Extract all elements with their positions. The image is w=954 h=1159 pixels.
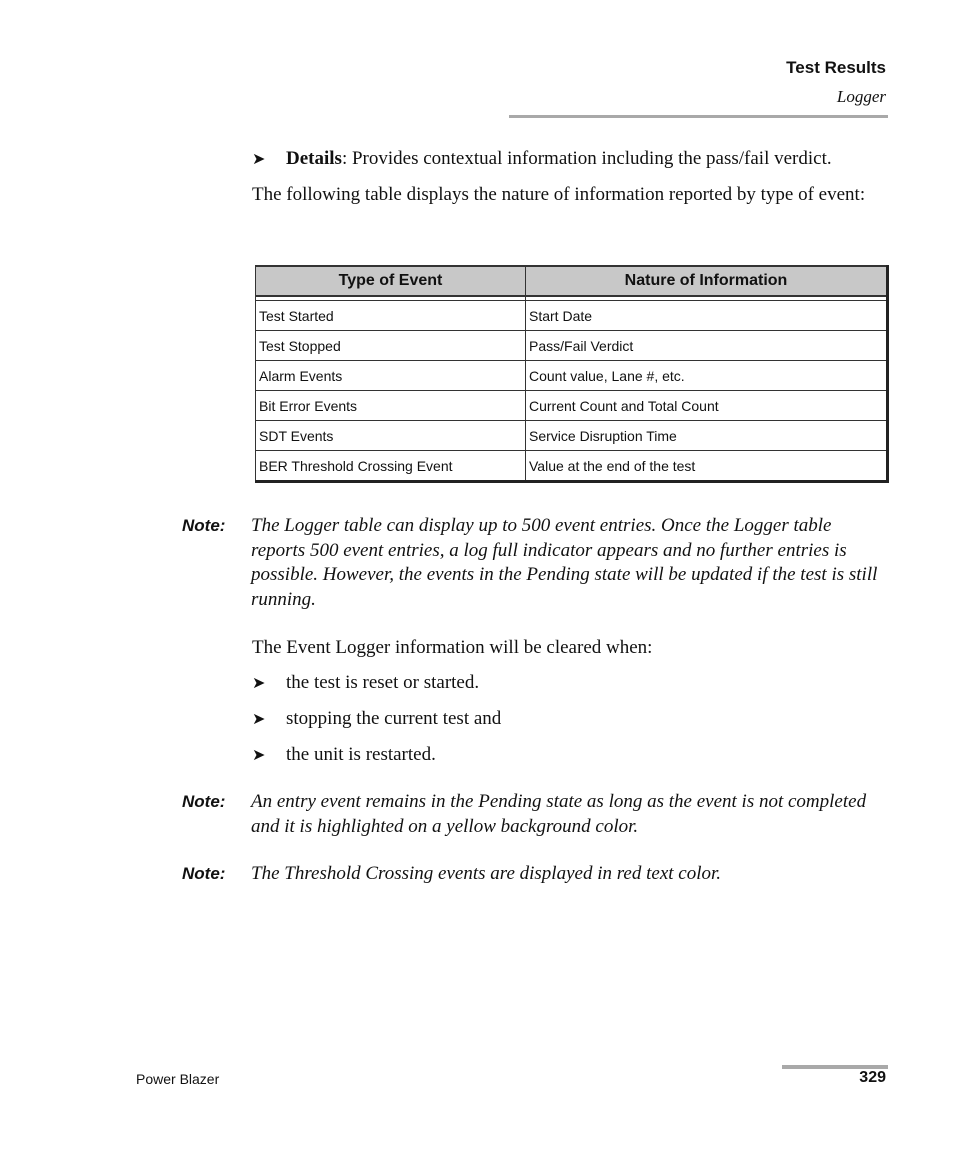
- table-row: [256, 301, 888, 331]
- note-label: Note:: [182, 864, 226, 883]
- table-row: [256, 361, 888, 391]
- bullet-arrow-icon: ➤: [252, 151, 266, 168]
- note-logger-limit: [182, 514, 888, 612]
- table-header-row: [256, 266, 888, 296]
- table-cell-info: Service Disruption Time: [526, 421, 888, 451]
- table-cell-info: Pass/Fail Verdict: [526, 331, 888, 361]
- running-header-subtitle: Logger: [836, 87, 886, 106]
- table-row: [256, 451, 888, 482]
- note-label: Note:: [182, 792, 226, 811]
- details-bullet-text: : Provides contextual information including the pass/fail verdict.: [341, 148, 832, 169]
- table-header-type-of-event: Type of Event: [256, 266, 526, 296]
- table-row: [256, 331, 888, 361]
- table-cell-event: Test Started: [256, 301, 526, 331]
- table-cell-event: Alarm Events: [256, 361, 526, 391]
- details-bullet-term: Details: [286, 148, 342, 169]
- footer-product-name: Power Blazer: [136, 1071, 220, 1087]
- table-row: [256, 391, 888, 421]
- table-cell-event: Test Stopped: [256, 331, 526, 361]
- table-cell-info: Count value, Lane #, etc.: [526, 361, 888, 391]
- note-text: The Threshold Crossing events are displayed in red text color.: [251, 863, 722, 884]
- header-rule: [509, 115, 888, 118]
- running-header-title: Test Results: [786, 58, 886, 77]
- cleared-bullet-text: the test is reset or started.: [286, 672, 480, 693]
- table-cell-info: Start Date: [526, 301, 888, 331]
- bullet-arrow-icon: ➤: [252, 747, 266, 764]
- cleared-bullet: [252, 671, 479, 696]
- table-cell-event: Bit Error Events: [256, 391, 526, 421]
- intro-paragraph: The following table displays the nature of information reported by type of event:: [252, 184, 866, 205]
- cleared-bullet: [252, 743, 436, 768]
- event-info-table: [255, 265, 889, 483]
- table-cell-event: BER Threshold Crossing Event: [256, 451, 526, 482]
- note-text: An entry event remains in the Pending state as long as the event is not completed and it is highlighted on a yellow background color.: [251, 791, 867, 837]
- table-header-nature-of-information: Nature of Information: [526, 266, 888, 296]
- page-number: 329: [859, 1069, 886, 1086]
- cleared-bullet-text: stopping the current test and: [286, 708, 502, 729]
- details-bullet: [252, 147, 832, 172]
- note-text: The Logger table can display up to 500 event entries. Once the Logger table reports 500 event entries, a log full indicator appears and no further entries is possible. However, the events in the Pending state will be updated if the test is still running.: [251, 515, 878, 610]
- table-cell-info: Current Count and Total Count: [526, 391, 888, 421]
- cleared-bullet: [252, 707, 501, 732]
- cleared-bullet-text: the unit is restarted.: [286, 744, 436, 765]
- note-label: Note:: [182, 516, 226, 535]
- table-cell-event: SDT Events: [256, 421, 526, 451]
- bullet-arrow-icon: ➤: [252, 711, 266, 728]
- table-row: [256, 421, 888, 451]
- note-threshold-crossing: [182, 862, 888, 887]
- table-cell-info: Value at the end of the test: [526, 451, 888, 482]
- cleared-paragraph: The Event Logger information will be cleared when:: [252, 637, 653, 658]
- bullet-arrow-icon: ➤: [252, 675, 266, 692]
- note-pending-state: [182, 790, 888, 839]
